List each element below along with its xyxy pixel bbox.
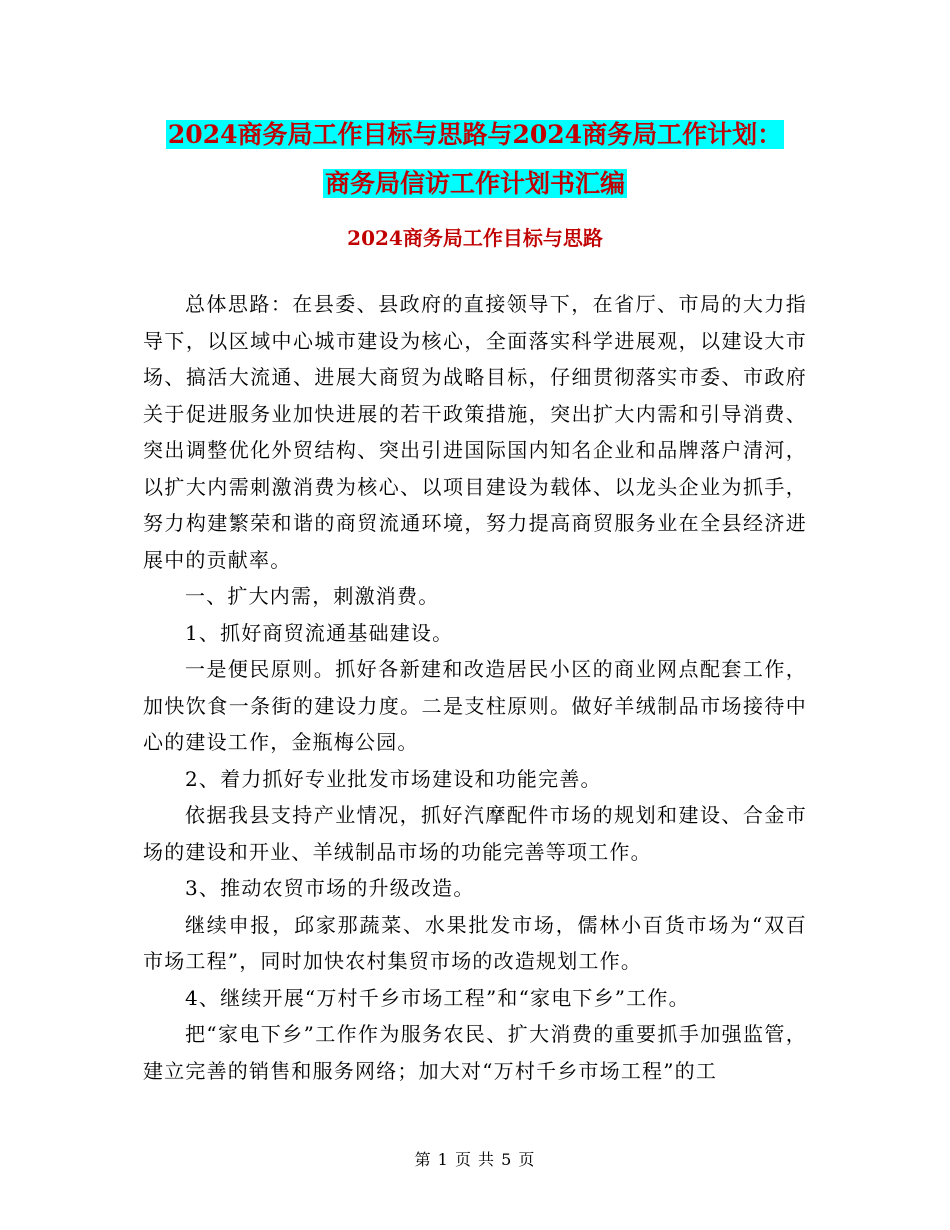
paragraph-2: 依据我县支持产业情况，抓好汽摩配件市场的规划和建设、合金市场的建设和开业、羊绒制品市场的功能完善等项工作。	[143, 803, 807, 864]
subheading-2: 2、着力抓好专业批发市场建设和功能完善。	[185, 766, 602, 791]
subheading-1: 1、抓好商贸流通基础建设。	[185, 620, 454, 645]
document-title-line-1: 2024商务局工作目标与思路与2024商务局工作计划：	[167, 120, 783, 149]
paragraph-1: 一是便民原则。抓好各新建和改造居民小区的商业网点配套工作，加快饮食一条街的建设力度。二是支柱原则。做好羊绒制品市场接待中心的建设工作，金瓶梅公园。	[143, 657, 807, 754]
paragraph-overview: 总体思路：在县委、县政府的直接领导下，在省厅、市局的大力指导下，以区域中心城市建设为核心，全面落实科学进展观，以建设大市场、搞活大流通、进展大商贸为战略目标，仔细贯彻落实市委、市政府关于促进服务业加快进展的若干政策措施，突出扩大内需和引导消费、突出调整优化外贸结构、突出引进国际国内知名企业和品牌落户清河，以扩大内需刺激消费为核心、以项目建设为载体、以龙头企业为抓手，努力构建繁荣和谐的商贸流通环境，努力提高商贸服务业在全县经济进展中的贡献率。	[143, 292, 807, 572]
paragraph-3: 继续申报，邱家那蔬菜、水果批发市场，儒林小百货市场为“双百市场工程”，同时加快农村集贸市场的改造规划工作。	[143, 912, 807, 973]
body-text	[143, 286, 807, 1089]
document-title-line-2: 商务局信访工作计划书汇编	[324, 169, 625, 198]
subheading-4: 4、继续开展“万村千乡市场工程”和“家电下乡”工作。	[185, 985, 690, 1010]
subheading-3: 3、推动农贸市场的升级改造。	[185, 876, 475, 900]
document-title	[0, 110, 950, 208]
paragraph-4: 把“家电下乡”工作作为服务农民、扩大消费的重要抓手加强监管，建立完善的销售和服务网络；加大对“万村千乡市场工程”的工	[143, 1022, 807, 1083]
heading-expand-demand: 一、扩大内需，刺激消费。	[185, 584, 440, 608]
page-footer: 第 1 页 共 5 页	[414, 1150, 536, 1169]
section-title: 2024商务局工作目标与思路	[347, 226, 603, 250]
